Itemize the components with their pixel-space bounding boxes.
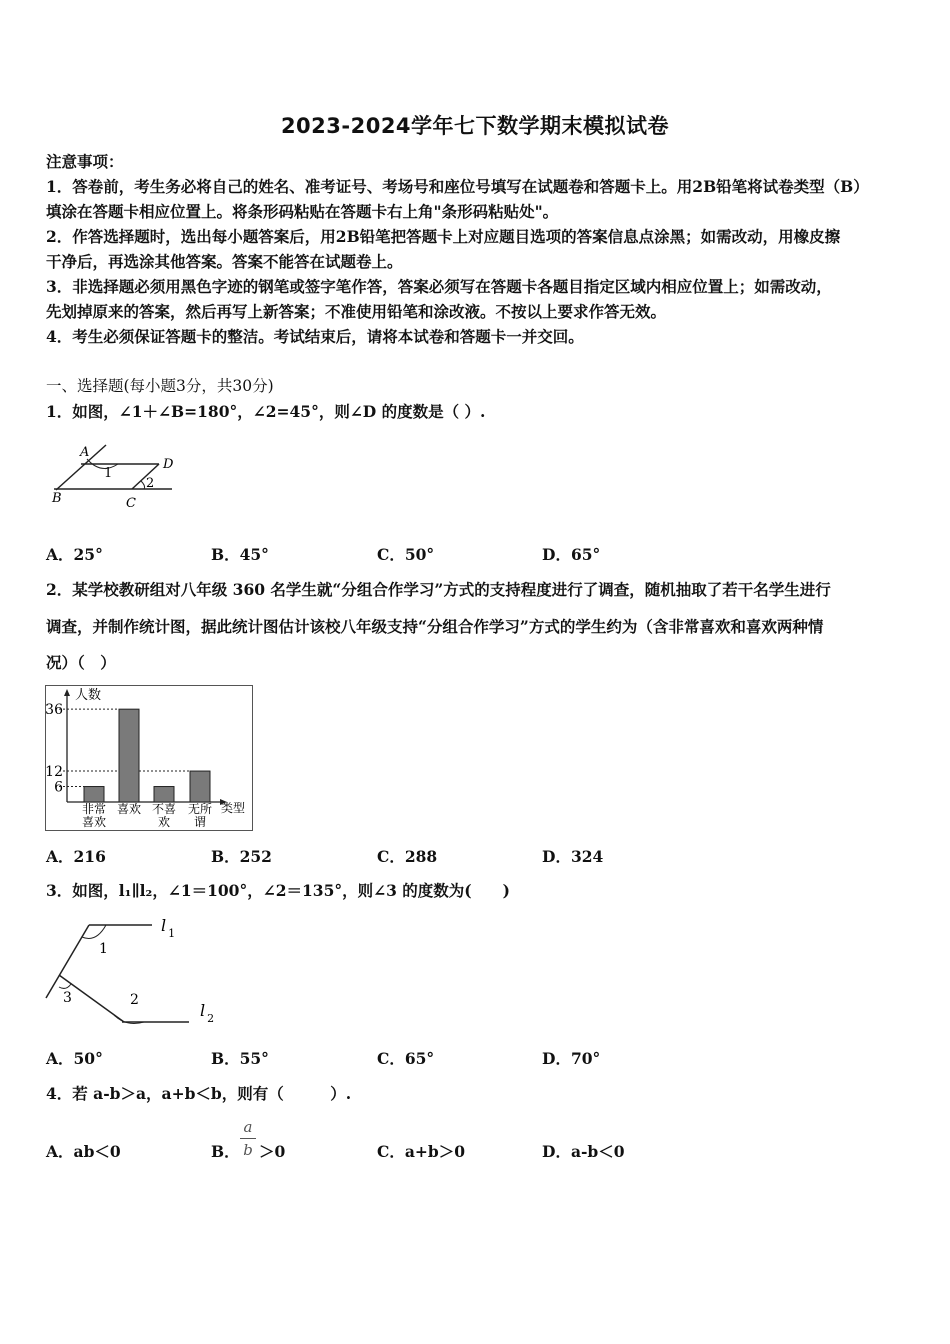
notice-line: 2．作答选择题时，选出每小题答案后，用2B铅笔把答题卡上对应题目选项的答案信息点涂黑；如需改动，用橡皮擦 <box>46 227 841 246</box>
q3-option-c[interactable]: C．65° <box>377 1049 435 1068</box>
section-heading: 一、选择题(每小题3分，共30分) <box>46 377 274 395</box>
chart-ytick-label: 6 <box>54 779 63 796</box>
q1-figure <box>46 440 186 515</box>
q2-stem-line: 2．某学校教研组对八年级 360 名学生就“分组合作学习”方式的支持程度进行了调查，随机抽取了若干名学生进行 <box>46 580 831 599</box>
q1-label-2: 2 <box>146 476 155 491</box>
q2-option-a[interactable]: A．216 <box>46 847 106 866</box>
notice-line: 先划掉原来的答案，然后再写上新答案；不准使用铅笔和涂改液。不按以上要求作答无效。 <box>46 302 667 321</box>
q3-option-d[interactable]: D．70° <box>542 1049 601 1068</box>
q3-figure <box>44 915 224 1030</box>
chart-category-label: 喜欢 <box>116 802 142 816</box>
q4-stem: 4．若 a-b＞a，a+b＜b，则有（ ）. <box>46 1084 352 1103</box>
q1-option-d[interactable]: D．65° <box>542 545 601 564</box>
q4-option-b-fraction-bar <box>240 1138 256 1139</box>
q1-label-1: 1 <box>104 466 113 481</box>
chart-category-label: 非常 <box>81 802 107 816</box>
chart-category-label: 欢 <box>157 815 171 829</box>
q3-option-b[interactable]: B．55° <box>211 1049 269 1068</box>
page-title: 2023-2024学年七下数学期末模拟试卷 <box>280 114 670 138</box>
chart-category-label: 喜欢 <box>81 815 107 829</box>
chart-bar <box>84 787 104 802</box>
chart-ytick-label: 12 <box>45 764 63 781</box>
q2-bar-chart <box>45 685 253 831</box>
q1-label-c: C <box>126 496 136 511</box>
q3-stem: 3．如图，l₁∥l₂，∠1＝100°，∠2＝135°，则∠3 的度数为( ) <box>46 881 510 900</box>
q2-option-d[interactable]: D．324 <box>542 847 604 866</box>
chart-bar <box>119 709 139 802</box>
q2-option-c[interactable]: C．288 <box>377 847 438 866</box>
chart-ylabel: 人数 <box>75 688 102 703</box>
q4-option-b-prefix[interactable]: B． <box>211 1142 240 1161</box>
q1-label-b: B <box>52 491 62 506</box>
q3-label-l2: l $_2$ <box>200 1001 215 1025</box>
q4-option-b-suffix[interactable]: ＞0 <box>259 1142 286 1161</box>
q4-option-a[interactable]: A．ab＜0 <box>46 1142 121 1161</box>
notice-line: 填涂在答题卡相应位置上。将条形码粘贴在答题卡右上角"条形码粘贴处"。 <box>46 202 559 221</box>
q3-label-1: 1 <box>99 941 108 957</box>
notice-line: 4．考生必须保证答题卡的整洁。考试结束后，请将本试卷和答题卡一并交回。 <box>46 327 584 346</box>
q2-option-b[interactable]: B．252 <box>211 847 272 866</box>
chart-category-label: 不喜 <box>151 802 177 816</box>
q1-option-c[interactable]: C．50° <box>377 545 435 564</box>
q1-stem: 1．如图，∠1＋∠B=180°，∠2=45°，则∠D 的度数是（ ）. <box>46 402 486 421</box>
chart-ytick-label: 36 <box>45 702 63 719</box>
q1-option-b[interactable]: B．45° <box>211 545 269 564</box>
q2-stem-line: 调查，并制作统计图，据此统计图估计该校八年级支持“分组合作学习”方式的学生约为（含非常喜欢和喜欢两种情 <box>46 617 824 636</box>
chart-bar <box>154 787 174 802</box>
q4-option-c[interactable]: C．a+b＞0 <box>377 1142 465 1161</box>
notice-heading: 注意事项： <box>46 152 124 171</box>
q3-label-3: 3 <box>63 990 72 1006</box>
q3-label-2: 2 <box>130 992 139 1008</box>
q2-stem-line: 况）（ ） <box>46 653 116 672</box>
notice-line: 3．非选择题必须用黑色字迹的钢笔或签字笔作答，答案必须写在答题卡各题目指定区域内相应位置上；如需改动， <box>46 277 832 296</box>
q1-angle2-arc <box>141 481 145 489</box>
q1-label-d: D <box>163 457 174 472</box>
q1-option-a[interactable]: A．25° <box>46 545 103 564</box>
q3-angle3-arc <box>59 984 71 988</box>
notice-line: 干净后，再选涂其他答案。答案不能答在试题卷上。 <box>46 252 403 271</box>
chart-category-label: 谓 <box>193 815 207 829</box>
q4-option-b-denominator: b <box>243 1141 253 1159</box>
chart-xlabel: 类型 <box>221 801 246 815</box>
q4-option-b-numerator: a <box>243 1118 253 1136</box>
q3-option-a[interactable]: A．50° <box>46 1049 103 1068</box>
chart-bar <box>190 771 210 802</box>
notice-line: 1．答卷前，考生务必将自己的姓名、准考证号、考场号和座位号填写在试题卷和答题卡上。用2B铅笔将试卷类型（B） <box>46 177 869 196</box>
chart-category-label: 无所 <box>187 802 213 816</box>
q4-option-d[interactable]: D．a-b＜0 <box>542 1142 625 1161</box>
q3-label-l1: l $_1$ <box>161 916 176 940</box>
q1-label-a: A <box>80 445 90 460</box>
